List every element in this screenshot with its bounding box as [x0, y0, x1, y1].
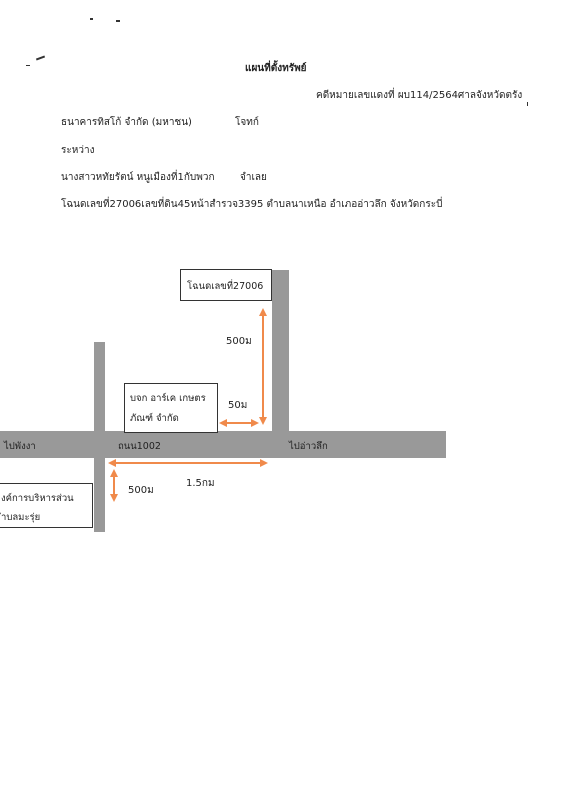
defendant-role: จำเลย — [240, 172, 267, 183]
plaintiff-role: โจทก์ — [235, 117, 259, 128]
between-label: ระหว่าง — [61, 145, 95, 156]
sao-label-line1: งค์การบริหารส่วน — [1, 493, 74, 504]
plaintiff-name: ธนาคารทิสโก้ จำกัด (มหาชน) — [61, 117, 192, 128]
distance-vertical-top: 500ม — [226, 336, 252, 347]
company-label-line2: ภัณฑ์ จำกัด — [130, 413, 179, 424]
deed-description: โฉนดเลขที่27006เลขที่ดิน45หน้าสำรวจ3395 ตำบลนาเหนือ อำเภออ่าวลึก จังหวัดกระบี่ — [61, 199, 443, 210]
distance-horizontal: 1.5กม — [186, 478, 215, 489]
deed-box-label: โฉนดเลขที่27006 — [187, 281, 264, 292]
defendant-name: นางสาวหทัยรัตน์ หนูเมืองที่1กับพวก — [61, 172, 215, 183]
distance-vertical-bottom: 500ม — [128, 485, 154, 496]
distance-short: 50ม — [228, 400, 248, 411]
road-label-left: ไปพังงา — [4, 441, 36, 452]
sao-label-line2: ำบลมะรุ่ย — [1, 512, 41, 523]
road-label-number: ถนน1002 — [118, 441, 161, 452]
case-number: คดีหมายเลขแดงที่ ผบ114/2564ศาลจังหวัดตรัง — [316, 90, 523, 101]
road-label-right: ไปอ่าวลึก — [289, 441, 328, 452]
page-title: แผนที่ตั้งทรัพย์ — [245, 63, 307, 74]
company-label-line1: บจก อาร์เค เกษตร — [130, 393, 206, 404]
